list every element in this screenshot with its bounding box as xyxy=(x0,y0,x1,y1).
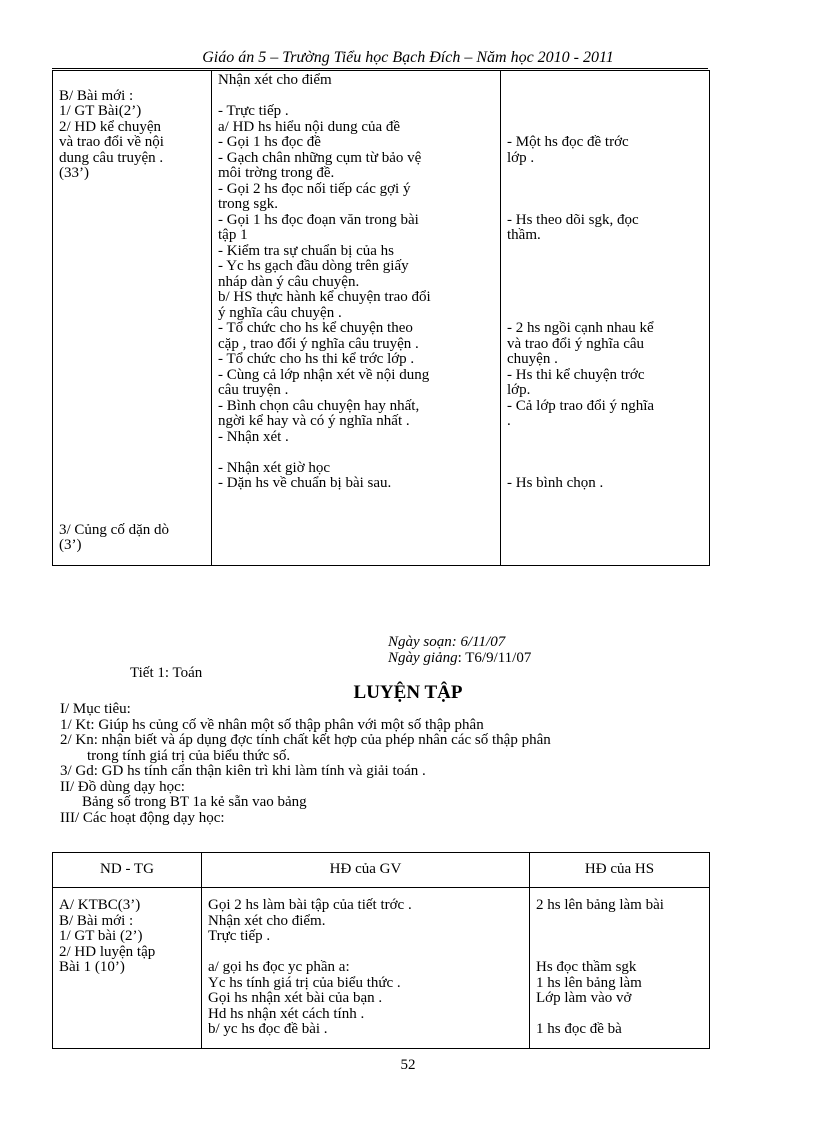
cell-line xyxy=(218,89,494,105)
cell-line: 1/ GT Bài(2’) xyxy=(59,103,142,119)
t1-col-teacher xyxy=(212,71,501,566)
cell-line xyxy=(507,182,703,198)
cell-line: a/ HD hs hiểu nội dung của đề xyxy=(218,118,401,135)
cell-line: - Hs thi kể chuyện trớc xyxy=(507,366,645,383)
cell-line xyxy=(59,352,205,368)
ngay-soan: Ngày soạn: 6/11/07 xyxy=(388,634,506,650)
cell-line xyxy=(507,430,703,446)
cell-line xyxy=(59,213,205,229)
cell-line xyxy=(536,945,703,961)
objectives-line: 1/ Kt: Giúp hs củng cố về nhân một số thập phân với một số thập phân xyxy=(60,716,484,733)
t1-col-content xyxy=(53,71,212,566)
cell-line xyxy=(507,104,703,120)
page-number: 52 xyxy=(400,1057,416,1073)
cell-line xyxy=(507,244,703,260)
cell-line xyxy=(59,383,205,399)
cell-line: b/ yc hs đọc đề bài . xyxy=(208,1021,328,1037)
cell-line: - Gọi 1 hs đọc đề xyxy=(218,134,321,150)
table-header-row xyxy=(53,853,710,888)
cell-line xyxy=(507,120,703,136)
cell-line: - Cùng cả lớp nhận xét về nội dung xyxy=(218,366,430,383)
cell-line: Trực tiếp . xyxy=(208,928,271,944)
cell-line: - Tổ chức cho hs kể chuyện theo xyxy=(218,320,413,336)
ngay-giang xyxy=(388,651,531,667)
objectives-line: 3/ Gd: GD hs tính cẩn thận kiên trì khi làm tính và giải toán . xyxy=(60,763,426,779)
t2-header-student: HĐ của HS xyxy=(530,853,710,888)
cell-line xyxy=(507,461,703,477)
table-row xyxy=(53,888,710,1049)
cell-line: - Trực tiếp . xyxy=(218,103,289,119)
cell-line xyxy=(59,414,205,430)
t2-header-teacher: HĐ của GV xyxy=(202,853,530,888)
objectives xyxy=(60,702,740,826)
cell-line: chuyện . xyxy=(507,351,558,367)
cell-line: môi trờng trong đề. xyxy=(218,165,335,181)
cell-line xyxy=(59,275,205,291)
cell-line xyxy=(59,321,205,337)
cell-line: và trao đổi ý nghĩa câu xyxy=(507,335,645,352)
cell-line xyxy=(59,399,205,415)
cell-line: (3’) xyxy=(59,537,82,553)
cell-line: . xyxy=(507,413,511,429)
cell-line: ngời kể hay và có ý nghĩa nhất . xyxy=(218,413,410,429)
cell-line: b/ HS thực hành kể chuyện trao đổi xyxy=(218,289,431,305)
cell-line: Nhận xét cho điểm xyxy=(218,72,332,88)
t2-col-student xyxy=(530,888,710,1049)
t2-header-content: ND - TG xyxy=(53,853,202,888)
cell-line xyxy=(507,275,703,291)
cell-line: - Hs theo dõi sgk, đọc xyxy=(507,211,639,228)
cell-line: câu truyện . xyxy=(218,382,289,398)
cell-line: B/ Bài mới : xyxy=(59,87,134,104)
cell-line xyxy=(59,228,205,244)
cell-line: 1/ GT bài (2’) xyxy=(59,928,143,944)
cell-line xyxy=(59,430,205,446)
cell-line xyxy=(59,445,205,461)
cell-line: và trao đổi về nội xyxy=(59,134,164,150)
cell-line: - Nhận xét giờ học xyxy=(218,459,331,476)
cell-line: - Gọi 2 hs đọc nối tiếp các gợi ý xyxy=(218,180,411,197)
cell-line xyxy=(507,166,703,182)
cell-line: Hs đọc thầm sgk xyxy=(536,959,637,975)
cell-line: 1 hs đọc đề bà xyxy=(536,1021,622,1037)
cell-line: - Nhận xét . xyxy=(218,428,289,445)
t2-col-content xyxy=(53,888,202,1049)
lesson-table-1 xyxy=(52,70,710,566)
cell-line: 2/ HD luyện tập xyxy=(59,943,156,960)
cell-line: - 2 hs ngồi cạnh nhau kể xyxy=(507,320,654,336)
cell-line: - Kiểm tra sự chuẩn bị của hs xyxy=(218,242,394,259)
cell-line xyxy=(507,290,703,306)
cell-line: - Tổ chức cho hs thi kể trớc lớp . xyxy=(218,351,415,367)
cell-line: 3/ Củng cố dặn dò xyxy=(59,521,169,538)
objectives-line: II/ Đồ dùng dạy học: xyxy=(60,778,185,795)
cell-line: - Dặn hs về chuẩn bị bài sau. xyxy=(218,475,392,491)
cell-line: a/ gọi hs đọc yc phần a: xyxy=(208,959,350,975)
cell-line xyxy=(59,507,205,523)
cell-line: Nhận xét cho điểm. xyxy=(208,912,326,929)
cell-line: - Một hs đọc đề trớc xyxy=(507,134,629,150)
cell-line xyxy=(59,337,205,353)
cell-line xyxy=(507,197,703,213)
cell-line xyxy=(507,89,703,105)
cell-line: Hd hs nhận xét cách tính . xyxy=(208,1005,365,1022)
cell-line xyxy=(59,368,205,384)
cell-line: thầm. xyxy=(507,227,541,243)
cell-line: trong sgk. xyxy=(218,196,278,212)
t2-col-teacher xyxy=(202,888,530,1049)
cell-line: Yc hs tính giá trị của biểu thức . xyxy=(208,974,401,991)
cell-line xyxy=(59,306,205,322)
lesson-title: LUYỆN TẬP xyxy=(353,682,463,703)
ngay-giang-value: : T6/9/11/07 xyxy=(457,650,532,666)
cell-line xyxy=(507,306,703,322)
cell-line xyxy=(59,73,205,89)
cell-line: lớp . xyxy=(507,149,535,166)
page-header: Giáo án 5 – Trường Tiểu học Bạch Đích – Năm học 2010 - 2011 xyxy=(202,49,614,66)
cell-line xyxy=(59,182,205,198)
cell-line: cặp , trao đổi ý nghĩa câu truyện . xyxy=(218,335,419,352)
cell-line: Lớp làm vào vở xyxy=(536,990,632,1006)
cell-line: - Yc hs gạch đầu dòng trên giấy xyxy=(218,258,409,274)
cell-line xyxy=(59,244,205,260)
cell-line xyxy=(536,1007,703,1023)
objectives-line: I/ Mục tiêu: xyxy=(60,701,131,717)
objectives-line: III/ Các hoạt động dạy học: xyxy=(60,809,225,826)
cell-line xyxy=(507,445,703,461)
cell-line xyxy=(507,73,703,89)
ngay-giang-label: Ngày giảng xyxy=(388,650,458,666)
lesson-period: Tiết 1: Toán xyxy=(130,665,203,681)
cell-line: Gọi hs nhận xét bài của bạn . xyxy=(208,990,383,1006)
cell-line: dung câu truyện . xyxy=(59,149,164,166)
cell-line: nháp dàn ý câu chuyện. xyxy=(218,273,360,290)
cell-line: B/ Bài mới : xyxy=(59,912,134,929)
cell-line: Gọi 2 hs làm bài tập của tiết trớc . xyxy=(208,897,412,913)
cell-line: Bài 1 (10’) xyxy=(59,959,125,975)
cell-line xyxy=(59,461,205,477)
t1-col-student xyxy=(501,71,710,566)
cell-line: - Gọi 1 hs đọc đoạn văn trong bài xyxy=(218,211,419,228)
objectives-line: 2/ Kn: nhận biết và áp dụng đợc tính chất kết hợp của phép nhân các số thập phân xyxy=(60,732,551,748)
cell-line: 2/ HD kể chuyện xyxy=(59,118,162,135)
cell-line: 2 hs lên bảng làm bài xyxy=(536,897,664,913)
cell-line: lớp. xyxy=(507,382,531,398)
cell-line xyxy=(208,945,523,961)
cell-line: - Hs bình chọn . xyxy=(507,475,604,491)
cell-line xyxy=(59,492,205,508)
cell-line xyxy=(59,290,205,306)
cell-line xyxy=(59,259,205,275)
cell-line xyxy=(536,929,703,945)
cell-line: tập 1 xyxy=(218,227,248,243)
cell-line: 1 hs lên bảng làm xyxy=(536,974,642,991)
header-divider xyxy=(52,68,708,69)
cell-line: - Cả lớp trao đổi ý nghĩa xyxy=(507,397,655,414)
lesson-table-2 xyxy=(52,852,710,1049)
cell-line: A/ KTBC(3’) xyxy=(59,897,141,913)
cell-line xyxy=(218,445,494,461)
cell-line xyxy=(59,476,205,492)
cell-line: - Gạch chân những cụm từ bảo vệ xyxy=(218,149,422,166)
cell-line: ý nghĩa câu chuyện . xyxy=(218,304,342,321)
cell-line xyxy=(536,914,703,930)
cell-line: (33’) xyxy=(59,165,89,181)
cell-line xyxy=(507,259,703,275)
objectives-line: Bảng số trong BT 1a kẻ sẵn vao bảng xyxy=(82,794,307,810)
cell-line: - Bình chọn câu chuyện hay nhất, xyxy=(218,397,420,414)
cell-line xyxy=(59,197,205,213)
objectives-line: trong tính giá trị của biểu thức số. xyxy=(87,747,291,764)
table-row xyxy=(53,71,710,566)
